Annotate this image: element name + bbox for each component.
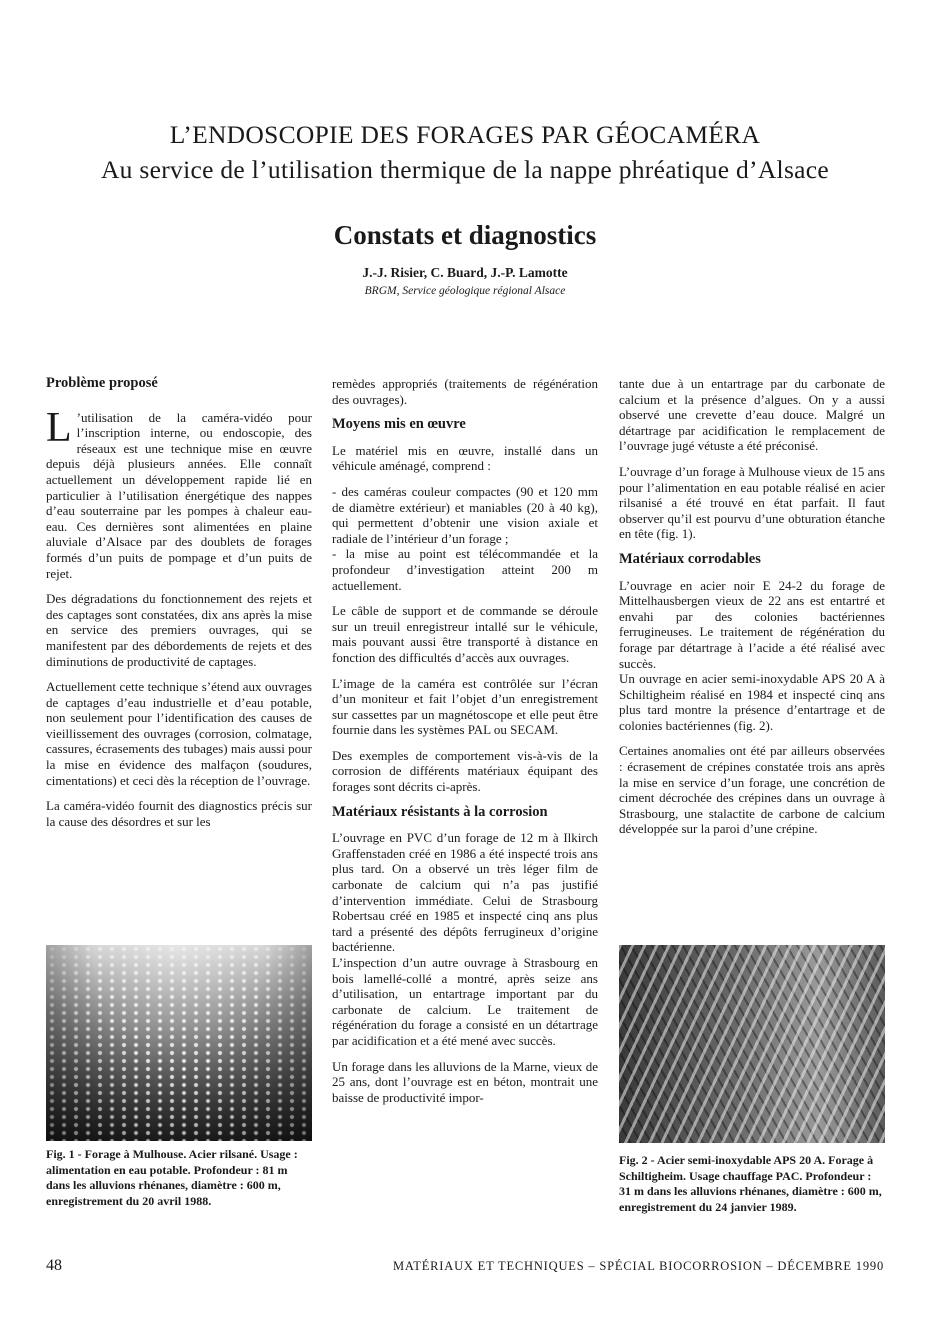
figure-1-photo [46, 945, 312, 1141]
paragraph: Un ouvrage en acier semi-inoxydable APS 20 A à Schiltigheim réalisé en 1984 et inspecté cinq ans plus tard montre la présence d’entartrage et de colonies bactériennes (fig. 2). [619, 671, 885, 733]
paragraph: - la mise au point est télécommandée et la profondeur d’investigation atteint 200 m actuellement. [332, 546, 598, 593]
drop-cap: L [46, 404, 72, 451]
paragraph: - des caméras couleur compactes (90 et 120 mm de diamètre extérieur) et maniables (20 à 40 kg), qui permettent d’obtenir une vision axiale et radiale de l’intérieur d’un forage ; [332, 483, 598, 546]
paragraph [46, 404, 312, 582]
column-3 [619, 376, 885, 847]
paragraph: La caméra-vidéo fournit des diagnostics précis sur la cause des désordres et sur les [46, 798, 312, 829]
paragraph: Le matériel mis en œuvre, installé dans un véhicule aménagé, comprend : [332, 442, 598, 474]
paragraph: tante due à un entartrage par du carbonate de calcium et la présence d’algues. On y a aussi observé une crevette d’eau douce. Malgré un détartrage par acidification le remplacement de l’ouvrage jugé vétuste a été préconisé. [619, 376, 885, 454]
figure-1-caption: Fig. 1 - Forage à Mulhouse. Acier rilsané. Usage : alimentation en eau potable. Profondeur : 81 m dans les alluvions rhénanes, diamètre : 600 m, enregistrement du 20 avril 1988. [46, 1147, 298, 1208]
section-heading-corrodables: Matériaux corrodables [619, 550, 761, 567]
paragraph: remèdes appropriés (traitements de régénération des ouvrages). [332, 376, 598, 407]
paragraph: Un forage dans les alluvions de la Marne, vieux de 25 ans, dont l’ouvrage est en béton, montrait une baisse de productivité impor- [332, 1058, 598, 1105]
paragraph: Certaines anomalies ont été par ailleurs observées : écrasement de crépines constatée trois ans après la mise en service d’un forage, une concrétion de ciment décrochée des crépines dans un ouvrage à Strasbourg, une stalactite de carbone de calcium développée sur la paroi d’une crépine. [619, 743, 885, 837]
paragraph-text: ’utilisation de la caméra-vidéo pour l’inscription interne, ou endoscopie, des réseaux est une technique mise en œuvre depuis déjà plusieurs années. Elle connaît actuellement un développement rapide lié en particulier à l’utilisation énergétique des nappes d’eau souterraine par les pompes à chaleur eau-eau. Ces dernières sont alimentées en plaine aluviale d’Alsace par des doublets de forages formés d’un puits de pompage et d’un puits de rejet. [46, 409, 312, 581]
paragraph: Des dégradations du fonctionnement des rejets et des captages sont constatées, dix ans après la mise en service des premiers ouvrages, qui se manifestent par des débordements de rejets et des diminutions de productivité de captages. [46, 591, 312, 669]
section-heading-probleme: Problème proposé [46, 375, 158, 391]
section-heading-moyens: Moyens mis en œuvre [332, 416, 466, 433]
paragraph: Des exemples de comportement vis-à-vis de la corrosion de différents matériaux équipant des forages sont décrits ci-après. [332, 747, 598, 795]
paragraph: L’ouvrage en PVC d’un forage de 12 m à Ilkirch Graffenstaden créé en 1986 a été inspecté trois ans plus tard. On a observé un très léger film de carbonate de calcium qui n’a pas justifié d’intervention immédiate. Celui de Strasbourg Robertsau créé en 1985 et inspecté cinq ans plus tard a présenté des dépôts ferrugineux d’origine bactérienne. [332, 830, 598, 955]
section-heading-resistants: Matériaux résistants à la corrosion [332, 803, 548, 820]
paragraph: L’inspection d’un autre ouvrage à Strasbourg en bois lamellé-collé a montré, après seize ans d’utilisation, un entartrage important par du carbonate de calcium. Le traitement de régénération du forage a consisté en un détartrage par acidification et a été mené avec succès. [332, 955, 598, 1048]
paragraph: L’ouvrage d’un forage à Mulhouse vieux de 15 ans pour l’alimentation en eau potable réalisé en acier rilsanisé a été trouvé en état parfait. Il faut observer qu’il est pourvu d’une obturation étanche en tête (fig. 1). [619, 463, 885, 542]
column-1 [46, 370, 312, 839]
article-subtitle: Constats et diagnostics [333, 220, 597, 250]
figure-2-photo [619, 945, 885, 1143]
paragraph: L’image de la caméra est contrôlée sur l’écran d’un moniteur et fait l’objet d’un enregistrement sur cassettes par un magnétoscope et elle peut être fournie dans les systèmes PAL ou SECAM. [332, 675, 598, 738]
article-title-line2: Au service de l’utilisation thermique de la nappe phréatique d’Alsace [100, 155, 830, 184]
journal-footer: MATÉRIAUX ET TECHNIQUES – SPÉCIAL BIOCORROSION – DÉCEMBRE 1990 [392, 1259, 884, 1273]
paragraph: L’ouvrage en acier noir E 24-2 du forage de Mittelhausbergen vieux de 22 ans est entartré et envahi par des colonies bactériennes ferrugineuses. Le traitement de régénération du forage par détartrage à l’acide a été réalisé avec succès. [619, 577, 885, 671]
figure-2-caption: Fig. 2 - Acier semi-inoxydable APS 20 A. Forage à Schiltigheim. Usage chauffage PAC. Profondeur : 31 m dans les alluvions rhénanes, diamètre : 600 m, enregistrement du 24 janvier 1989. [619, 1153, 882, 1214]
authors: J.-J. Risier, C. Buard, J.-P. Lamotte [362, 265, 568, 280]
paragraph: Le câble de support et de commande se déroule sur un treuil enregistreur intallé sur le véhicule, mais pouvant aussi être transporté à distance en fonction des difficultés d’accès aux ouvrages. [332, 603, 598, 665]
affiliation: BRGM, Service géologique régional Alsace [364, 285, 566, 297]
article-title: L’ENDOSCOPIE DES FORAGES PAR GÉOCAMÉRA [169, 120, 761, 149]
paragraph: Actuellement cette technique s’étend aux ouvrages de captages d’eau industrielle et d’eau potable, non seulement pour l’identification des causes de vieillissement des ouvrages (corrosion, colmatage, cassures, écrasements des tubages) mais aussi pour la mise en évidence des malfaçon (soudures, cimentations) et ceci dès la réception de l’ouvrage. [46, 679, 312, 788]
column-2 [332, 376, 598, 1115]
page-number: 48 [46, 1257, 62, 1274]
